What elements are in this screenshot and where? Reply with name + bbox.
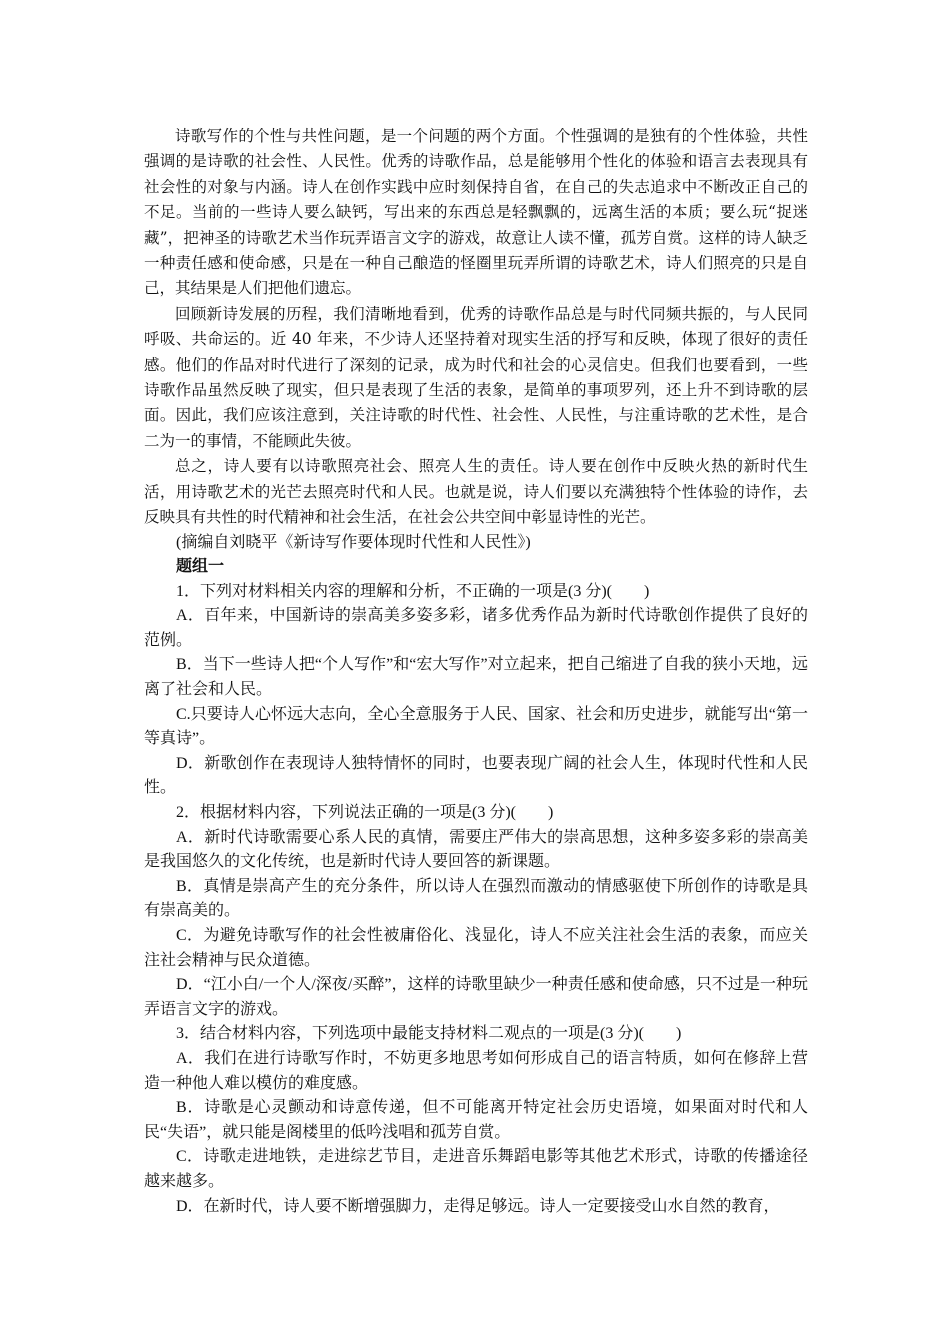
option-a: A．我们在进行诗歌写作时，不妨更多地思考如何形成自己的语言特质，如何在修辞上营造一种他人难以模仿的难度感。 <box>144 1049 808 1092</box>
option-d: D．在新时代，诗人要不断增强脚力，走得足够远。诗人一定要接受山水自然的教育， <box>176 1197 780 1215</box>
option-a: A．百年来，中国新诗的崇高美多姿多彩，诸多优秀作品为新时代诗歌创作提供了良好的范例。 <box>144 607 808 649</box>
question-stem: 3．结合材料内容，下列选项中最能支持材料二观点的一项是(3 分)( ) <box>176 1025 682 1043</box>
question-stem: 2．根据材料内容，下列说法正确的一项是(3 分)( ) <box>176 804 554 822</box>
option-a: A．新时代诗歌需要心系人民的真情，需要庄严伟大的崇高思想，这种多姿多彩的崇高美是我国悠久的文化传统，也是新时代诗人要回答的新课题。 <box>144 828 808 871</box>
source-citation: (摘编自刘晓平《新诗写作要体现时代性和人民性》) <box>176 533 531 551</box>
option-c: C．诗歌走进地铁，走进综艺节目，走进音乐舞蹈电影等其他艺术形式，诗歌的传播途径越来越多。 <box>144 1148 808 1190</box>
question-2 <box>144 801 808 1022</box>
option-b: B．当下一些诗人把“个人写作”和“宏大写作”对立起来，把自己缩进了自我的狭小天地，远离了社会和人民。 <box>144 656 808 699</box>
option-c: C．为避免诗歌写作的社会性被庸俗化、浅显化，诗人不应关注社会生活的表象，而应关注社会精神与民众道德。 <box>144 927 808 969</box>
question-stem: 1．下列对材料相关内容的理解和分析，不正确的一项是(3 分)( ) <box>176 582 650 600</box>
option-d: D．新歌创作在表现诗人独特情怀的同时，也要表现广阔的社会人生，体现时代性和人民性。 <box>144 754 808 797</box>
option-c: C.只要诗人心怀远大志向，全心全意服务于人民、国家、社会和历史进步，就能写出“第一等真诗”。 <box>144 705 808 748</box>
question-group-title: 题组一 <box>176 558 225 576</box>
passage-paragraph-1: 诗歌写作的个性与共性问题，是一个问题的两个方面。个性强调的是独有的个性体验，共性强调的是诗歌的社会性、人民性。优秀的诗歌作品，总是能够用个性化的体验和语言去表现具有社会性的对象与内涵。诗人在创作实践中应时刻保持自省，在自己的失志追求中不断改正自己的不足。当前的一些诗人要么缺钙，写出来的东西总是轻飘飘的，远离生活的本质；要么玩“捉迷藏”，把神圣的诗歌艺术当作玩弄语言文字的游戏，故意让人读不懂，孤芳自赏。这样的诗人缺乏一种责任感和使命感，只是在一种自己酿造的怪圈里玩弄所谓的诗歌艺术，诗人们照亮的只是自己，其结果是人们把他们遗忘。 <box>144 127 808 298</box>
document-page <box>144 124 808 1219</box>
question-1 <box>144 580 808 801</box>
option-d: D．“江小白/一个人/深夜/买醉”，这样的诗歌里缺少一种责任感和使命感，只不过是一种玩弄语言文字的游戏。 <box>144 976 808 1018</box>
passage-paragraph-3: 总之，诗人要有以诗歌照亮社会、照亮人生的责任。诗人要在创作中反映火热的新时代生活，用诗歌艺术的光芒去照亮时代和人民。也就是说，诗人们要以充满独特个性体验的诗作，去反映具有共性的时代精神和社会生活，在社会公共空间中彰显诗性的光芒。 <box>144 457 808 527</box>
option-b: B．真情是崇高产生的充分条件，所以诗人在强烈而激动的情感驱使下所创作的诗歌是具有崇高美的。 <box>144 877 808 920</box>
passage-paragraph-2: 回顾新诗发展的历程，我们清晰地看到，优秀的诗歌作品总是与时代同频共振的，与人民同呼吸、共命运的。近 40 年来，不少诗人还坚持着对现实生活的抒写和反映，体现了很好的责任感。他们的作品对时代进行了深刻的记录，成为时代和社会的心灵信史。但我们也要看到，一些诗歌作品虽然反映了现实，但只是表现了生活的表象，是简单的事项罗列，还上升不到诗歌的层面。因此，我们应该注意到，关注诗歌的时代性、社会性、人民性，与注重诗歌的艺术性，是合二为一的事情，不能顾此失彼。 <box>144 304 808 450</box>
question-3 <box>144 1022 808 1219</box>
option-b: B．诗歌是心灵颤动和诗意传递，但不可能离开特定社会历史语境，如果面对时代和人民“失语”，就只能是阁楼里的低吟浅唱和孤芳自赏。 <box>144 1099 808 1141</box>
